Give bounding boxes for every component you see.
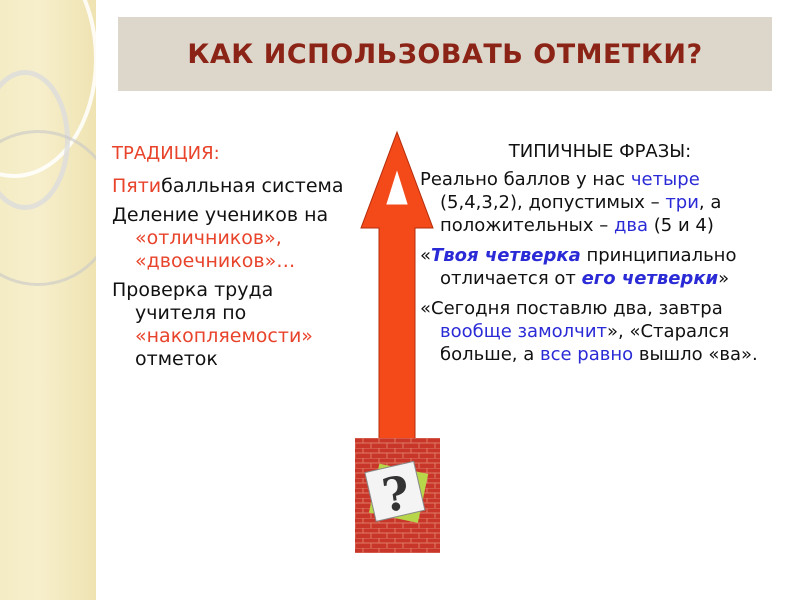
phrases-column bbox=[420, 140, 780, 373]
decorative-side-strip bbox=[0, 0, 96, 600]
tradition-item: Проверка труда учителя по «накопляемости» отметок bbox=[112, 279, 313, 370]
phrases-heading: ТИПИЧНЫЕ ФРАЗЫ: bbox=[508, 141, 692, 162]
phrase-item: «Твоя четверка принципиально отличается от его четверки» bbox=[420, 245, 737, 289]
svg-text:?: ? bbox=[378, 465, 413, 523]
tradition-heading: ТРАДИЦИЯ: bbox=[112, 143, 220, 164]
title-banner bbox=[118, 17, 772, 91]
page-title: КАК ИСПОЛЬЗОВАТЬ ОТМЕТКИ? bbox=[187, 38, 703, 70]
phrase-item: Реально баллов у нас четыре (5,4,3,2), допустимых – три, а положительных – два (5 и 4) bbox=[420, 169, 722, 236]
tradition-column bbox=[112, 142, 347, 377]
phrase-item: «Сегодня поставлю два, завтра вообще замолчит», «Старался больше, а все равно вышло «ва». bbox=[420, 298, 758, 365]
tradition-item: Деление учеников на «отличников», «двоечников»… bbox=[112, 204, 329, 272]
decor-ring bbox=[0, 130, 96, 286]
tradition-item: Пятибалльная система bbox=[112, 175, 344, 197]
